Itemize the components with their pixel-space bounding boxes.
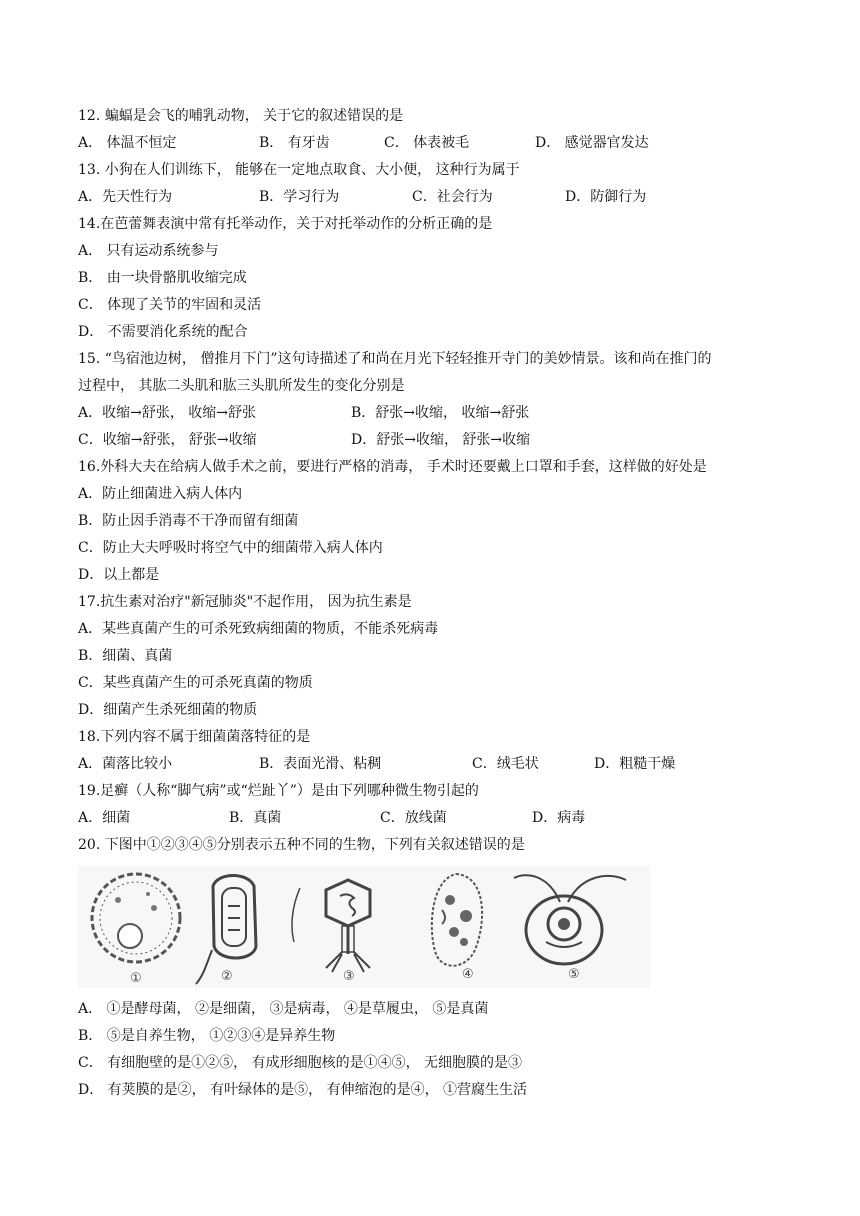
question-16-option-a: A．防止细菌进入病人体内: [78, 486, 243, 502]
question-15-option-c: C．收缩→舒张， 舒张→收缩: [78, 432, 257, 448]
question-13-stem: 13. 小狗在人们训练下， 能够在一定地点取食、大小便， 这种行为属于: [78, 162, 520, 178]
question-14-option-d: D． 不需要消化系统的配合: [78, 324, 248, 340]
organism-3-label: ③: [343, 969, 355, 984]
question-13-option-a: A．先天性行为: [78, 189, 173, 205]
question-12-option-d: D． 感觉器官发达: [535, 135, 649, 151]
organism-5-drawing: [514, 875, 626, 964]
question-18-option-c: C．绒毛状: [472, 756, 539, 772]
organism-5-label: ⑤: [568, 967, 580, 982]
organism-3-drawing: [326, 880, 370, 972]
question-17-option-c: C．某些真菌产生的可杀死真菌的物质: [78, 675, 313, 691]
question-16-option-d: D．以上都是: [78, 567, 160, 583]
question-18-option-d: D．粗糙干燥: [594, 756, 676, 772]
question-14-option-c: C． 体现了关节的牢固和灵活: [78, 297, 262, 313]
question-17-stem: 17.抗生素对治疗"新冠肺炎"不起作用， 因为抗生素是: [78, 594, 412, 610]
question-14-option-a: A． 只有运动系统参与: [78, 243, 219, 259]
organism-1-drawing: [92, 874, 180, 962]
organism-4-drawing: [432, 874, 482, 966]
question-14-option-b: B． 由一块骨骼肌收缩完成: [78, 270, 247, 286]
question-18-option-b: B．表面光滑、粘稠: [259, 756, 382, 772]
organism-4-label: ④: [462, 967, 474, 982]
question-19-option-c: C．放线菌: [380, 810, 447, 826]
question-17-option-d: D．细菌产生杀死细菌的物质: [78, 702, 258, 718]
question-16-option-c: C．防止大夫呼吸时将空气中的细菌带入病人体内: [78, 540, 383, 556]
organism-2-drawing: [196, 876, 300, 985]
question-12-option-c: C． 体表被毛: [384, 135, 470, 151]
question-19-stem: 19.足癣（人称“脚气病”或“烂趾丫”）是由下列哪种微生物引起的: [78, 783, 479, 799]
organisms-figure: [78, 866, 650, 988]
question-19-option-a: A．细菌: [78, 810, 131, 826]
question-15-option-d: D．舒张→收缩， 舒张→收缩: [351, 432, 531, 448]
question-17-option-a: A．某些真菌产生的可杀死致病细菌的物质，不能杀死病毒: [78, 621, 439, 637]
organism-1-label: ①: [130, 971, 142, 986]
question-16-option-b: B．防止因手消毒不干净而留有细菌: [78, 513, 299, 529]
question-12-option-a: A． 体温不恒定: [78, 135, 177, 151]
question-15-stem-line-2: 过程中， 其肱二头肌和肱三头肌所发生的变化分别是: [78, 378, 405, 394]
question-15-stem-line-1: 15. “鸟宿池边树， 僧推月下门”这句诗描述了和尚在月光下轻轻推开寺门的美妙情景。该和尚在推门的: [78, 351, 712, 367]
question-18-stem: 18.下列内容不属于细菌菌落特征的是: [78, 729, 311, 745]
question-15-option-b: B．舒张→收缩， 收缩→舒张: [351, 405, 530, 421]
question-13-option-b: B．学习行为: [259, 189, 340, 205]
question-20-stem: 20. 下图中①②③④⑤分别表示五种不同的生物，下列有关叙述错误的是: [78, 837, 525, 853]
question-16-stem: 16.外科大夫在给病人做手术之前，要进行严格的消毒， 手术时还要戴上口罩和手套，这样做的好处是: [78, 459, 707, 475]
question-20-option-b: B． ⑤是自养生物， ①②③④是异养生物: [78, 1028, 336, 1044]
question-19-option-d: D．病毒: [532, 810, 586, 826]
organism-2-label: ②: [221, 969, 233, 984]
question-19-option-b: B．真菌: [229, 810, 282, 826]
question-20-option-c: C． 有细胞壁的是①②⑤， 有成形细胞核的是①④⑤， 无细胞膜的是③: [78, 1055, 523, 1071]
question-12-option-b: B． 有牙齿: [259, 135, 330, 151]
question-13-option-c: C．社会行为: [412, 189, 493, 205]
question-20-option-a: A． ①是酵母菌， ②是细菌， ③是病毒， ④是草履虫， ⑤是真菌: [78, 1001, 489, 1017]
question-12-stem: 12. 蝙蝠是会飞的哺乳动物， 关于它的叙述错误的是: [78, 108, 404, 124]
question-14-stem: 14.在芭蕾舞表演中常有托举动作，关于对托举动作的分析正确的是: [78, 216, 493, 232]
question-20-option-d: D． 有荚膜的是②， 有叶绿体的是⑤， 有伸缩泡的是④， ①营腐生生活: [78, 1082, 528, 1098]
question-15-option-a: A．收缩→舒张， 收缩→舒张: [78, 405, 257, 421]
question-13-option-d: D．防御行为: [565, 189, 647, 205]
question-18-option-a: A．菌落比较小: [78, 756, 173, 772]
question-17-option-b: B．细菌、真菌: [78, 648, 173, 664]
